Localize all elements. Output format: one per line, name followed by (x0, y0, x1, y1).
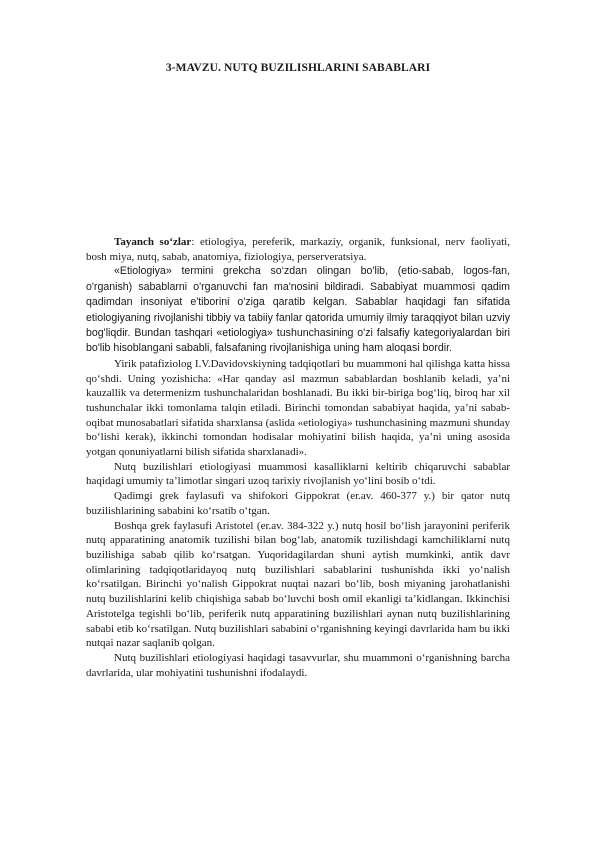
keywords-label: Tayanch so‘zlar (114, 236, 192, 248)
keywords-text: : etiologiya, pereferik, markaziy, organik, funksional, nerv faoliyati, bosh miya, nutq, sabab, anatomiya, fiziologiya, perserveratsiya. (86, 236, 510, 263)
paragraph-davidovskiy: Yirik patafiziolog I.V.Davidovskiyning tadqiqotlari bu muammoni hal qilishga katta hissa qo‘shdi. Uning yozishicha: «Har qanday asl mazmun sabablardan boshlanib keladi, ya’ni kauzallik va determenizm tushunchalaridan boshlanadi. Bu ikki bir-biriga bog‘liq, biroq har xil tushunchalar ikki tomonlama talqin etiladi. Birinchi tomondan sababiyat haqida, ya’ni sabab-oqibat munosabatlari sifatida sharxlansa (aslida «etiologiya» tushunchasining mazmuni shunday bo‘lishi kerak), ikkinchi tomondan hodisalar mohiyatini bilish haqida, ya’ni uning asosida yotgan qonuniyatlarni bilish sifatida sharxlanadi». (86, 357, 511, 459)
paragraph-aristotel: Boshqa grek faylasufi Aristotel (er.av. 384-322 y.) nutq hosil bo‘lish jarayonini periferik nutq apparatining anatomik tuzilishi bilan bog‘lab, anatomik tuzilishdagi kamchiliklarni nutq buzilishiga sabab qilib ko‘rsatgan. Yuqoridagilardan shuni aytish mumkinki, antik davr olimlarining tadqiqotlaridayoq nutq buzilishlari sabablarini tushunishda ikki yo‘nalish ko‘rsatilgan. Birinchi yo‘nalish Gippokrat nuqtai nazari bo‘lib, bosh miyaning jarohatlanishi nutq buzilishlarini kelib chiqishiga sabab bo‘luvchi bosh omil ekanligi ta’kidlangan. Ikkinchisi Aristotelga tegishli bo‘lib, periferik nutq apparatining buzilishlari aynan nutq buzilishlarining sababi etib ko‘rsatilgan. Nutq buzilishlari sababini o‘rganishning keyingi davrlarida ham bu ikki nutqai nazar saqlanib qolgan. (86, 519, 510, 650)
page-title: 3-MAVZU. NUTQ BUZILISHLARINI SABABLARI (165, 62, 431, 74)
paragraph-etiologiya: «Etiologiya» termini grekcha so‘zdan olingan bo'lib, (etio-sabab, logos-fan, o'rganish) sabablarni o'rganuvchi fan ma'nosini bildiradi. Sababiyat muammosi qadim qadimdan insoniyat e'tiborini o'ziga qaratib kelgan. Sabablar haqidagi fan sifatida etiologiyaning rivojlanishi tibbiy va tabiiy fanlar qatorida umumiy ilmiy taraqqiyot bilan uzviy bog'liqdir. Bundan tashqari «etiologiya» tushunchasining o'zi falsafiy kategoriyalardan biri bo'lib hisoblangani sababli, falsafaning rivojlanishiga uning ham aloqasi bordir. (86, 265, 510, 355)
paragraph-gippokrat: Qadimgi grek faylasufi va shifokori Gippokrat (er.av. 460-377 y.) bir qator nutq buzilishlarining sababini ko‘rsatib o‘tgan. (86, 490, 510, 517)
keywords-paragraph (86, 235, 510, 264)
paragraph-tarix: Nutq buzilishlari etiologiyasi muammosi kasalliklarni keltirib chiqaruvchi sabablar haqidagi umumiy ta’limotlar singari uzoq tarixiy rivojlanish yo‘lini bosib o‘tdi. (86, 460, 510, 488)
document-body (86, 235, 510, 680)
paragraph-tasavvurlar: Nutq buzilishlari etiologiyasi haqidagi tasavvurlar, shu muammoni o‘rganishning barcha davrlarida, ular mohiyatini tushunishni ifodalaydi. (86, 651, 510, 679)
